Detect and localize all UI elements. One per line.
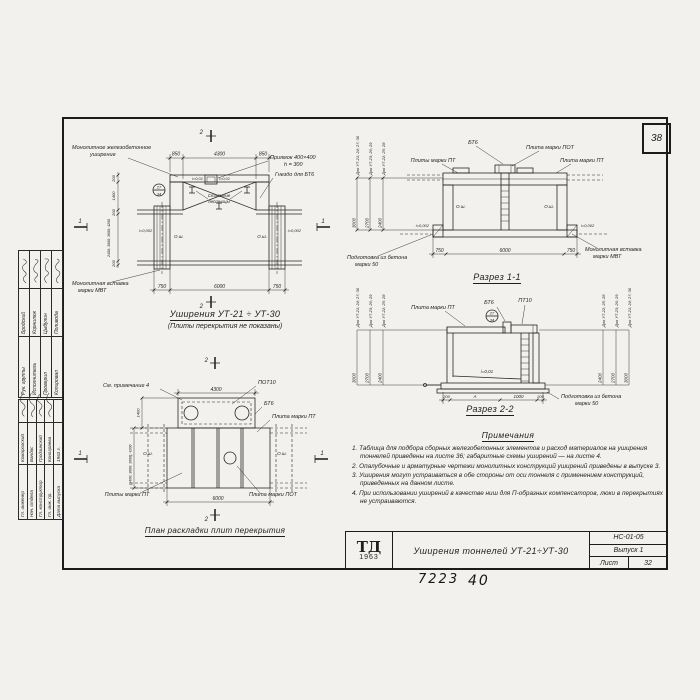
margin-name: Конограева	[45, 423, 53, 465]
handwritten-number-2: 40	[468, 573, 490, 589]
margin-role: Нач. отдела	[29, 490, 35, 517]
margin-row	[19, 251, 29, 397]
dim-variable: (2400; 3000; 3600); 4200	[128, 444, 133, 485]
section-1-1-drawing	[345, 118, 668, 290]
margin-row	[44, 400, 53, 519]
margin-row	[51, 251, 62, 397]
dim-left-200b: 200	[111, 209, 116, 216]
dim-850-left: 850	[171, 151, 181, 158]
slab-layout-drawing	[70, 353, 345, 543]
signature-mark	[31, 256, 39, 286]
label-prep-2: марки 50	[355, 262, 379, 268]
notes-section	[352, 430, 664, 507]
section-1-1-title: Разрез 1-1	[473, 272, 521, 282]
dim-750-right: 750	[566, 248, 576, 254]
signature-cell	[54, 400, 62, 423]
margin-row	[53, 400, 62, 519]
axis-osh-left: О.ш.	[174, 234, 184, 239]
label-prep-1: Подготовка из бетона	[347, 255, 408, 261]
slope-bl: i=0,002	[139, 228, 153, 233]
cut2-bottom: 2	[204, 517, 208, 523]
margin-name: 1963 г.	[54, 423, 62, 465]
note-item-4: 4. При использовании уширений в качестве ниш для П-образных компенсаторов, люки в перекрытиях не устраиваются.	[352, 489, 663, 505]
detail-ref-top: 27	[156, 184, 162, 190]
detail-ref-bottom: 34	[489, 317, 495, 323]
label-monolithic-widening-2: уширение	[90, 152, 116, 158]
label-insert-1: Монолитная вставка	[72, 281, 129, 287]
label-pt10: ПТ10	[518, 298, 532, 304]
title-block-codes	[589, 532, 667, 569]
label-bt6: БТ6	[468, 140, 478, 146]
rot-r-value-3: 3000	[623, 372, 629, 383]
org-logo	[346, 532, 393, 569]
label-socket-bt6: Гнездо для БТ6	[275, 172, 315, 178]
label-pot10: ПОТ10	[258, 380, 276, 386]
section-2-2-drawing	[345, 280, 668, 415]
issue-number: Выпуск 1	[590, 544, 667, 557]
margin-name: Бродский	[19, 289, 29, 337]
margin-role: Гл. инженер	[20, 491, 26, 517]
rot-l-label-3: Для УТ-22; 25; 28	[381, 294, 386, 327]
note-item-3: 3. Уширения могут устраиваться в обе стороны от оси тоннеля с применением конструкций, приведенных на данном листе.	[352, 471, 645, 488]
signature-mark	[20, 256, 28, 286]
dim-1000: 1000	[513, 394, 524, 399]
slab-layout-linework	[74, 357, 328, 523]
label-insert-2: марки МВТ	[78, 288, 107, 294]
margin-role: Гл. инж. пр.	[46, 492, 52, 517]
dim-4300: 4300	[210, 387, 222, 393]
plan-widening-title: Уширения УТ-21 ÷ УТ-30	[169, 309, 281, 319]
rot-value-2: 2700	[364, 217, 370, 228]
signature-mark	[19, 400, 27, 420]
dim-200-b: 200	[537, 394, 544, 399]
signature-mark	[42, 256, 50, 286]
rot-l-value-1: 3000	[351, 372, 357, 383]
detail-ref-bottom: 34	[156, 191, 162, 197]
signature-cell	[45, 400, 53, 423]
rot-label-3: Для УТ-22; 25; 28	[381, 142, 386, 175]
slope-left: i=0,002	[415, 223, 429, 228]
axis-osh-left: О.ш.	[456, 204, 466, 209]
detail-ref-top: 27	[489, 310, 495, 316]
margin-name: Поливода	[52, 289, 62, 337]
label-plates-pt-left: Плиты марки ПТ	[410, 158, 456, 164]
margin-row	[40, 251, 51, 397]
slope-right-label: i=0,01	[219, 176, 231, 181]
rot-label-2: Для УТ-23; 26; 29	[368, 142, 373, 175]
slope-br: i=0,002	[287, 228, 301, 233]
rot-value-3: 2400	[377, 217, 383, 228]
dim-left-200a: 200	[111, 175, 116, 182]
dim-left-1400: 1400	[111, 191, 116, 201]
section-1-1-labels	[347, 140, 642, 268]
label-insert-1: Монолитная вставка	[585, 247, 642, 253]
sheet-title: Уширения тоннелей УТ-21÷УТ-30	[413, 545, 569, 556]
margin-role: Дата выпуска	[55, 485, 61, 517]
rot-r-value-2: 2700	[610, 372, 616, 383]
dim-6000: 6000	[499, 248, 511, 254]
margin-name: Гродзинский	[37, 423, 45, 465]
axis-osh-left: О.ш.	[143, 451, 153, 456]
label-plates-pt-bottom: Плиты марки ПТ	[104, 492, 150, 498]
dim-1400: 1400	[135, 408, 141, 418]
cut1-left-label: 1	[78, 219, 82, 225]
cut1-right-label: 1	[321, 219, 325, 225]
rot-r-label-1: Для УТ-22; 25; 28	[601, 294, 606, 327]
margin-role: Копировал	[54, 370, 60, 395]
signature-cell	[41, 251, 51, 289]
label-monolithic-widening-1: Монолитное железобетонное	[72, 145, 152, 151]
plan-widening-subtitle: (Плиты перекрытия не показаны)	[167, 323, 283, 330]
rot-l-label-1: Для УТ-21; 24; 27; 30	[355, 287, 360, 327]
dim-750-left: 750	[157, 284, 167, 290]
axis-osh-right: О.ш.	[277, 451, 287, 456]
rot-label-1: Для УТ-21; 24; 27; 30	[355, 135, 360, 175]
note-item-1: 1. Таблица для подбора сборных железобетонных элементов и расход материалов на уширения тоннелей приведены на листе 36; габаритные схемы уширений — на листе 4.	[352, 445, 648, 461]
signature-cell	[30, 251, 40, 289]
label-insert-2: марки МВТ	[593, 254, 622, 260]
notes-heading: Примечания	[481, 430, 535, 440]
rot-r-label-2: Для УТ-23; 26; 29	[614, 294, 619, 327]
cut2-bottom-label: 2	[199, 304, 203, 310]
rot-l-label-2: Для УТ-23; 26; 29	[368, 294, 373, 327]
sheet-number-row	[590, 556, 667, 569]
org-logo-monogram: ТД	[356, 537, 382, 556]
signature-cell	[37, 400, 45, 423]
dim-6000: 6000	[212, 496, 224, 502]
slope-right: i=0,002	[581, 223, 595, 228]
dim-200-a: 200	[443, 394, 450, 399]
margin-signature-table-bottom	[18, 399, 63, 520]
margin-row	[29, 251, 40, 397]
signature-mark	[53, 256, 61, 286]
dim-6000: 6000	[213, 284, 226, 290]
dim-A: А	[473, 394, 477, 399]
margin-row	[19, 400, 27, 519]
dim-left-variable: 2400; 3000; 3600; 4200	[107, 219, 111, 257]
signature-cell	[28, 400, 36, 423]
section-2-2-labels	[411, 298, 621, 407]
margin-name: Цыбулин	[41, 289, 51, 337]
margin-row	[36, 400, 45, 519]
margin-row	[27, 400, 36, 519]
label-see-note: См. примечание 4	[103, 383, 150, 389]
label-prep-2: марки 50	[575, 401, 599, 407]
label-plate-pot: Плита марки ПОТ	[526, 145, 574, 151]
label-plate-pt-right: Плита марки ПТ	[272, 414, 316, 420]
corner-number-text: 38	[650, 133, 663, 144]
signature-cell	[19, 400, 27, 423]
slope-floor: i=0,01	[480, 369, 494, 374]
section-2-2-title: Разрез 2-2	[466, 404, 514, 414]
rot-r-value-1: 2400	[597, 372, 603, 383]
sheet-number: 32	[628, 557, 667, 569]
cut1-left: 1	[78, 451, 82, 457]
signature-cell	[19, 251, 29, 289]
rot-l-value-3: 2400	[377, 372, 383, 383]
rot-l-value-2: 2700	[364, 372, 370, 383]
label-pit-2: h = 300	[284, 162, 303, 168]
slab-layout-title: План раскладки плит перекрытия	[144, 526, 286, 535]
margin-role: Проверил	[43, 372, 49, 395]
margin-role: Исполнитель	[32, 362, 38, 395]
cut1-right: 1	[320, 451, 324, 457]
label-stairs-1: Стальные	[207, 193, 231, 198]
axis-osh-right: О.ш.	[257, 234, 267, 239]
sheet-label: Лист	[599, 559, 619, 567]
dim-850-right: 850	[258, 151, 268, 158]
dim-750-right: 750	[272, 284, 282, 290]
title-block	[345, 531, 668, 570]
rot-r-label-3: Для УТ-21; 24; 27; 30	[627, 287, 632, 327]
margin-signature-table-top	[18, 250, 63, 398]
rot-value-1: 3000	[351, 217, 357, 228]
section-1-1-linework	[352, 135, 610, 258]
label-stairs-2: лестницы	[208, 199, 230, 204]
cut2-top-label: 2	[199, 130, 203, 136]
dim-4300: 4300	[213, 151, 226, 158]
margin-name: Корнилюк	[30, 289, 40, 337]
signature-cell	[52, 251, 62, 289]
label-bt6: БТ6	[484, 300, 494, 306]
note-item-2: 2. Опалубочные и арматурные чертежи монолитных конструкций уширений приведены в выпуске 3.	[352, 462, 661, 470]
axis-osh-right: О.ш.	[544, 204, 554, 209]
org-logo-year: 1963	[359, 553, 379, 561]
label-bt6: БТ6	[264, 401, 274, 407]
label-pit-1: Приямок 400×400	[270, 155, 316, 161]
label-prep-1: Подготовка из бетона	[561, 394, 622, 400]
dim-left-200c: 200	[111, 260, 116, 267]
signature-mark	[37, 400, 45, 420]
project-code: НС-01-05	[613, 534, 644, 542]
label-plate-pt-right: Плита марки ПТ	[560, 158, 604, 164]
cut2-top: 2	[204, 358, 208, 364]
slope-left-label: i=0,01	[191, 176, 203, 181]
handwritten-number-1: 7223	[418, 572, 460, 587]
margin-name: Комаровский	[19, 423, 27, 465]
label-plate-pot-bottom: Плита марки ПОТ	[249, 492, 297, 498]
signature-mark	[28, 400, 36, 420]
dim-750-left: 750	[435, 248, 444, 254]
margin-role: Гл. конструктор	[37, 480, 43, 517]
label-plate-pt: Плита марки ПТ	[411, 305, 455, 311]
margin-role: Рук. группы	[21, 367, 27, 395]
margin-name: Бандас	[28, 423, 36, 465]
signature-mark	[45, 400, 53, 420]
